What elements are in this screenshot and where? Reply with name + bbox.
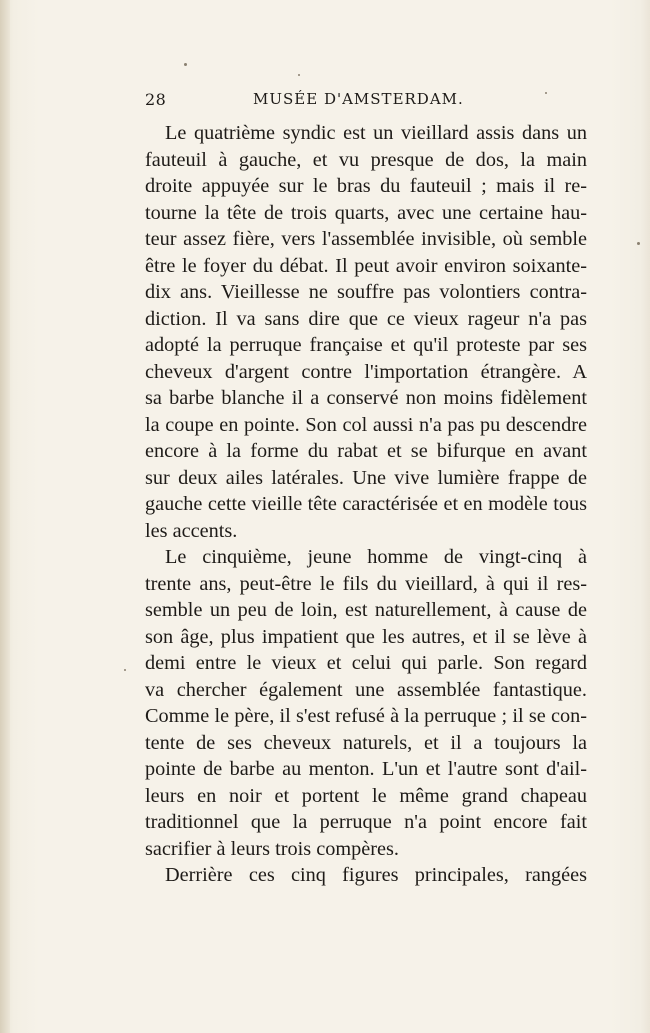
- paper-speck: [637, 242, 640, 245]
- paper-speck: [184, 63, 187, 66]
- text-line: Le cinquième, jeune homme de vingt-cinq à: [165, 546, 587, 568]
- text-line: gauche cette vieille tête caractérisée et en modèle tous: [145, 493, 587, 515]
- text-line: trente ans, peut-être le fils du vieillard, à qui il res-: [145, 572, 587, 595]
- paper-speck: [545, 92, 547, 94]
- text-line: traditionnel que la perruque n'a point encore fait: [145, 811, 587, 833]
- body-text: [145, 120, 587, 889]
- text-line: demi entre le vieux et celui qui parle. Son regard: [145, 652, 587, 674]
- text-line: cheveux d'argent contre l'importation étrangère. A: [145, 360, 587, 383]
- text-line: pointe de barbe au menton. L'un et l'autre sont d'ail-: [145, 758, 587, 780]
- text-line: fauteuil à gauche, et vu presque de dos, la main: [145, 148, 587, 171]
- text-line: son âge, plus impatient que les autres, et il se lève à: [145, 625, 587, 648]
- text-line: Comme le père, il s'est refusé à la perruque ; il se con-: [145, 705, 587, 727]
- text-line: tente de ses cheveux naturels, et il a toujours la: [145, 731, 587, 754]
- text-line: adopté la perruque française et qu'il proteste par ses: [145, 334, 587, 356]
- text-line: leurs en noir et portent le même grand chapeau: [145, 784, 587, 807]
- paper-speck: [124, 669, 126, 671]
- text-line: semble un peu de loin, est naturellement, à cause de: [145, 599, 587, 621]
- text-line: teur assez fière, vers l'assemblée invisible, où semble: [145, 228, 587, 250]
- page-gutter: [0, 0, 10, 1033]
- text-line: dix ans. Vieillesse ne souffre pas volontiers contra-: [145, 281, 587, 303]
- text-line: va chercher également une assemblée fantastique.: [145, 678, 587, 701]
- text-line: être le foyer du débat. Il peut avoir environ soixante-: [145, 254, 587, 277]
- text-line: sa barbe blanche il a conservé non moins fidèlement: [145, 387, 587, 409]
- text-line: les accents.: [145, 519, 238, 542]
- paper-speck: [298, 74, 300, 76]
- text-line: Le quatrième syndic est un vieillard assis dans un: [165, 122, 587, 144]
- text-line: droite appuyée sur le bras du fauteuil ; mais il re-: [145, 175, 587, 197]
- running-head: MUSÉE D'AMSTERDAM.: [253, 90, 464, 108]
- text-line: Derrière ces cinq figures principales, rangées: [165, 864, 587, 886]
- text-line: tourne la tête de trois quarts, avec une certaine hau-: [145, 201, 587, 224]
- text-line: encore à la forme du rabat et se bifurque en avant: [145, 440, 587, 462]
- page-header: [145, 90, 587, 116]
- page-number: 28: [145, 90, 167, 109]
- text-line: sur deux ailes latérales. Une vive lumière frappe de: [145, 466, 587, 489]
- text-line: sacrifier à leurs trois compères.: [145, 837, 399, 860]
- text-line: diction. Il va sans dire que ce vieux rageur n'a pas: [145, 307, 587, 330]
- text-line: la coupe en pointe. Son col aussi n'a pas pu descendre: [145, 413, 587, 436]
